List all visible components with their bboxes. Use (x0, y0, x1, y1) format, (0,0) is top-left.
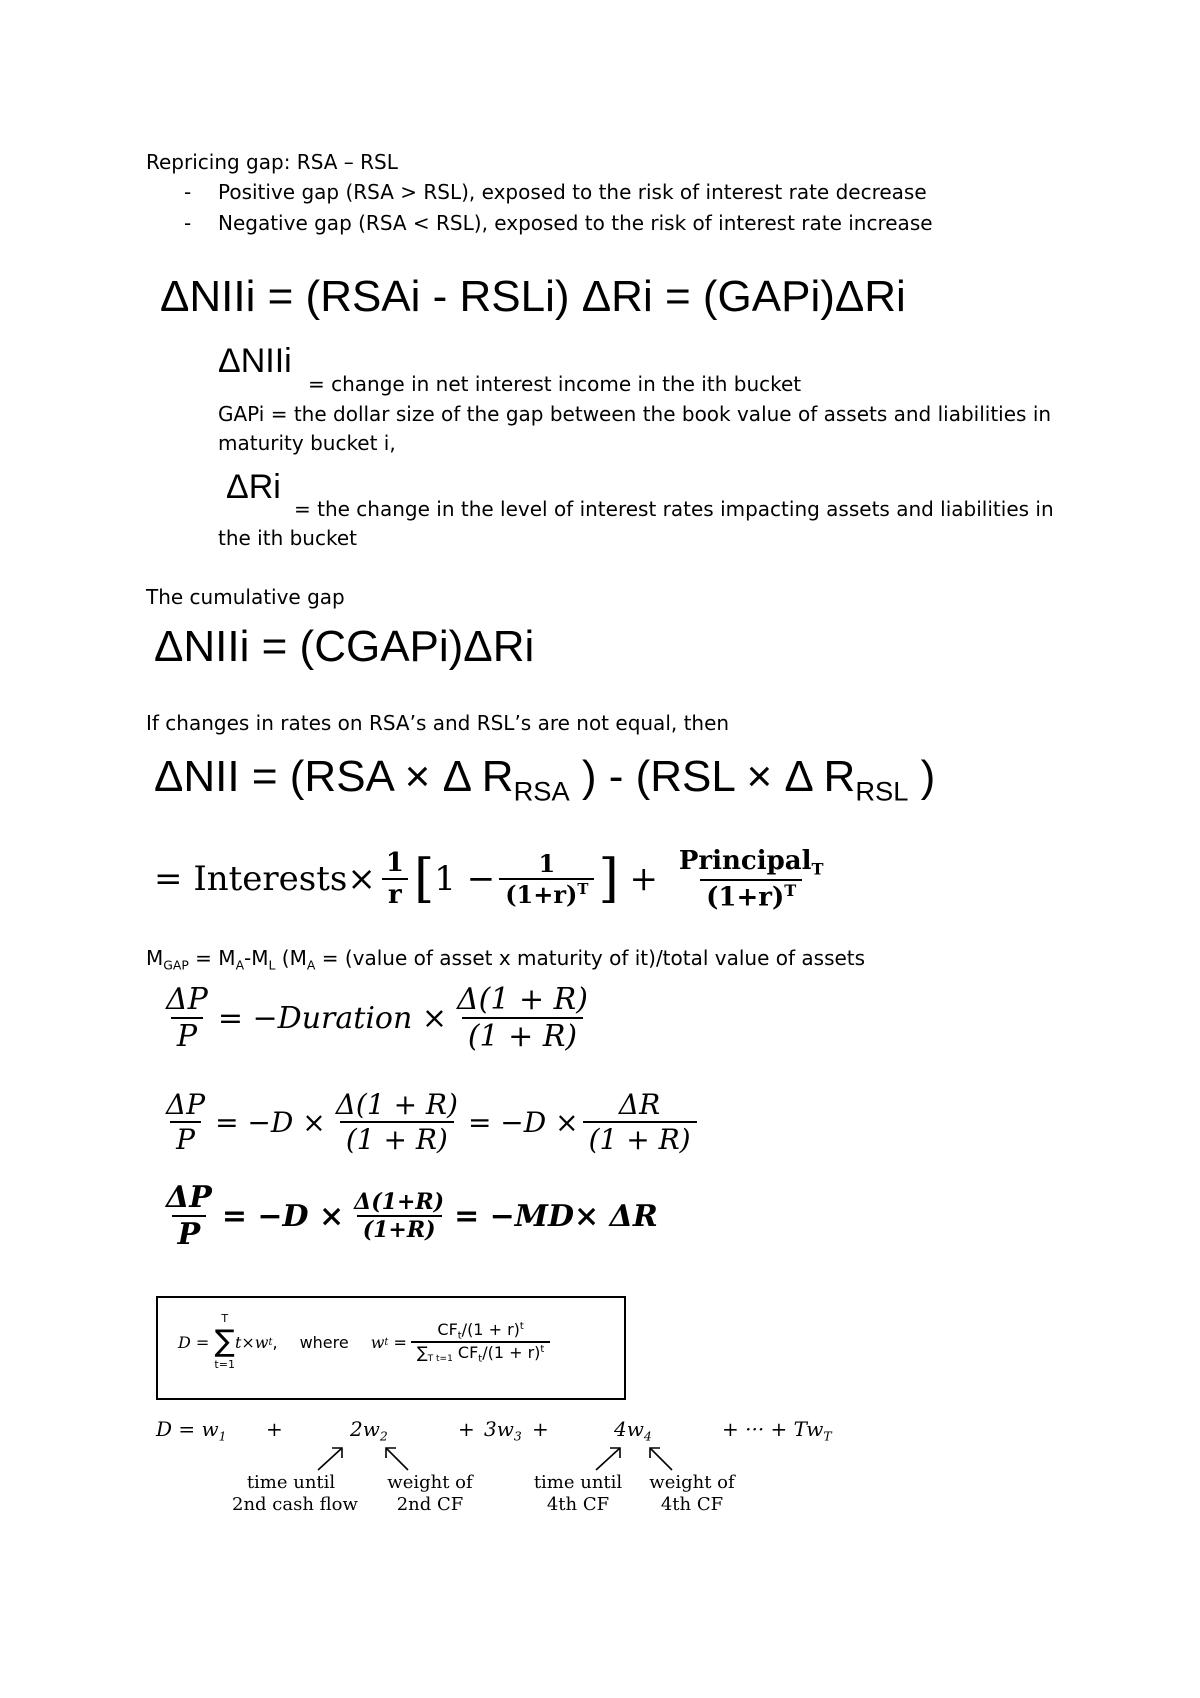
formula-duration-1: $\frac{\Delta P}{P}$ = −Duration × $\frac{\Delta(1 + R)}{(1 + R)}$ (166, 982, 588, 1054)
bullet-marker: - (184, 180, 192, 204)
expansion-plus: + (458, 1417, 475, 1441)
arrow-time-2nd (318, 1448, 342, 1470)
section-title-repricing: Repricing gap: RSA – RSL (146, 150, 398, 174)
note-weight-2nd-cf: weight of 2nd CF (387, 1472, 473, 1515)
expansion-plus: + (266, 1417, 283, 1441)
ri-definition-line2: the ith bucket (218, 526, 357, 550)
expansion-tail: + ··· + $Tw_T$ (722, 1417, 832, 1444)
cumulative-gap-label: The cumulative gap (146, 585, 345, 609)
unequal-rates-label: If changes in rates on RSA’s and RSL’s are not equal, then (146, 711, 730, 735)
formula-duration-3: $\frac{\Delta P}{P}$ = −D × $\frac{\Delta(1+R)}{(1+R)}$ = −MD× ΔR (166, 1180, 658, 1252)
nii-definition: = change in net interest income in the ith bucket (308, 372, 802, 396)
formula-cumulative-gap: ΔNIIi = (CGAPi)ΔRi (154, 622, 535, 671)
mgap-definition: $M_{GAP} = M_A-M_L$ ($M_A$ = (value of asset x maturity of it)/total value of assets (146, 946, 866, 973)
expansion-plus: + (532, 1417, 549, 1441)
bullet-negative-gap: Negative gap (RSA < RSL), exposed to the risk of interest rate increase (218, 211, 933, 235)
ri-symbol: ΔRi (226, 468, 281, 506)
bullet-marker: - (184, 211, 192, 235)
expansion-term-3: $3w_3$ (484, 1417, 522, 1444)
arrow-weight-2nd (386, 1448, 408, 1470)
note-time-2nd-cf: time until 2nd cash flow (232, 1472, 358, 1515)
note-weight-4th-cf: weight of 4th CF (649, 1472, 735, 1515)
formula-bond-price: = Interests× $\frac{1}{r}$ [ 1 − $\frac{1}{(1+r)^T}$ ] + $\frac{Principal_T}{(1+r)^T}$ (154, 846, 824, 913)
bullet-positive-gap: Positive gap (RSA > RSL), exposed to the risk of interest rate decrease (218, 180, 927, 204)
gap-definition-line1: GAPi = the dollar size of the gap between the book value of assets and liabilities in (218, 402, 1052, 426)
expansion-term-4: $4w_4$ (614, 1417, 652, 1444)
expansion-d: $D = w_1$ (156, 1417, 227, 1444)
pointer-arrows (310, 1438, 750, 1474)
note-time-4th-cf: time until 4th CF (533, 1472, 623, 1515)
nii-symbol: ΔNIIi (218, 342, 292, 380)
formula-duration-definition: D = T ∑ t=1 t×w t , where w t = $\frac{CF_t/(1 + r)^t}{\sum_{T t=1} CF_t/(1 + r)^t}$ (178, 1312, 554, 1372)
arrow-weight-4th (650, 1448, 672, 1470)
expansion-term-2: $2w_2$ (350, 1417, 388, 1444)
formula-unequal-rates: ΔNII = (RSA × Δ $R_{RSA}$ ) - (RSL × Δ $R_{RSL}$ ) (154, 752, 936, 807)
formula-nii-gap: ΔNIIi = (RSAi - RSLi) ΔRi = (GAPi)ΔRi (160, 272, 906, 321)
arrow-time-4th (596, 1448, 620, 1470)
formula-duration-2: $\frac{\Delta P}{P}$ = −D × $\frac{\Delta(1 + R)}{(1 + R)}$ = −D × $\frac{\Delta R}{(1 + R)}$ (156, 1088, 701, 1156)
ri-definition-line1: = the change in the level of interest rates impacting assets and liabilities in (294, 497, 1054, 521)
gap-definition-line2: maturity bucket i, (218, 431, 396, 455)
